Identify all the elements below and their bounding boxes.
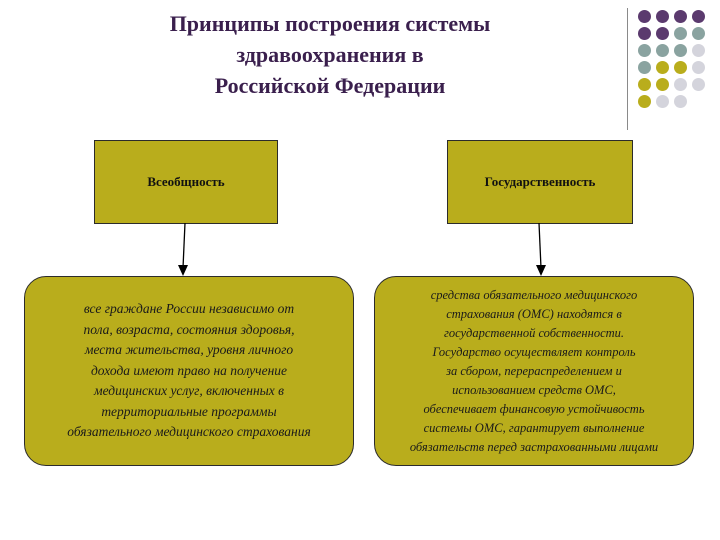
description-line: обязательств перед застрахованными лицами — [409, 439, 659, 454]
description-line: Государство осуществляет контроль — [432, 344, 636, 359]
description-line: пола, возраста, состояния здоровья, — [83, 321, 295, 337]
title-line-2: здравоохранения в — [236, 42, 424, 67]
arrowhead-left — [178, 265, 188, 276]
description-line: места жительства, уровня личного — [84, 342, 294, 358]
description-line: государственной собственности. — [443, 325, 625, 340]
description-line: за сбором, перераспределением и — [446, 363, 622, 378]
description-box-state — [374, 276, 694, 466]
description-line: системы ОМС, гарантирует выполнение — [423, 420, 645, 435]
description-line: обязательного медицинского страхования — [67, 424, 311, 440]
title-line-1: Принципы построения системы — [169, 11, 491, 36]
description-box-universality — [24, 276, 354, 466]
principle-label-state: Государственность — [484, 174, 596, 189]
description-line: использованием средств ОМС, — [452, 382, 616, 397]
arrow-line-right — [539, 223, 541, 268]
description-line: медицинских услуг, включенных в — [93, 383, 285, 399]
arrow-line-left — [183, 223, 185, 268]
title-line-3: Российской Федерации — [214, 73, 446, 98]
description-line: страхования (ОМС) находятся в — [446, 306, 622, 321]
description-line: все граждане России независимо от — [83, 301, 295, 317]
description-line: обеспечивает финансовую устойчивость — [423, 401, 645, 416]
description-line: средства обязательного медицинского — [430, 287, 638, 302]
description-line: дохода имеют право на получение — [90, 362, 288, 378]
description-line: территориальные программы — [101, 403, 277, 419]
arrowhead-right — [536, 265, 546, 276]
principle-label-universality: Всеобщность — [147, 174, 225, 189]
